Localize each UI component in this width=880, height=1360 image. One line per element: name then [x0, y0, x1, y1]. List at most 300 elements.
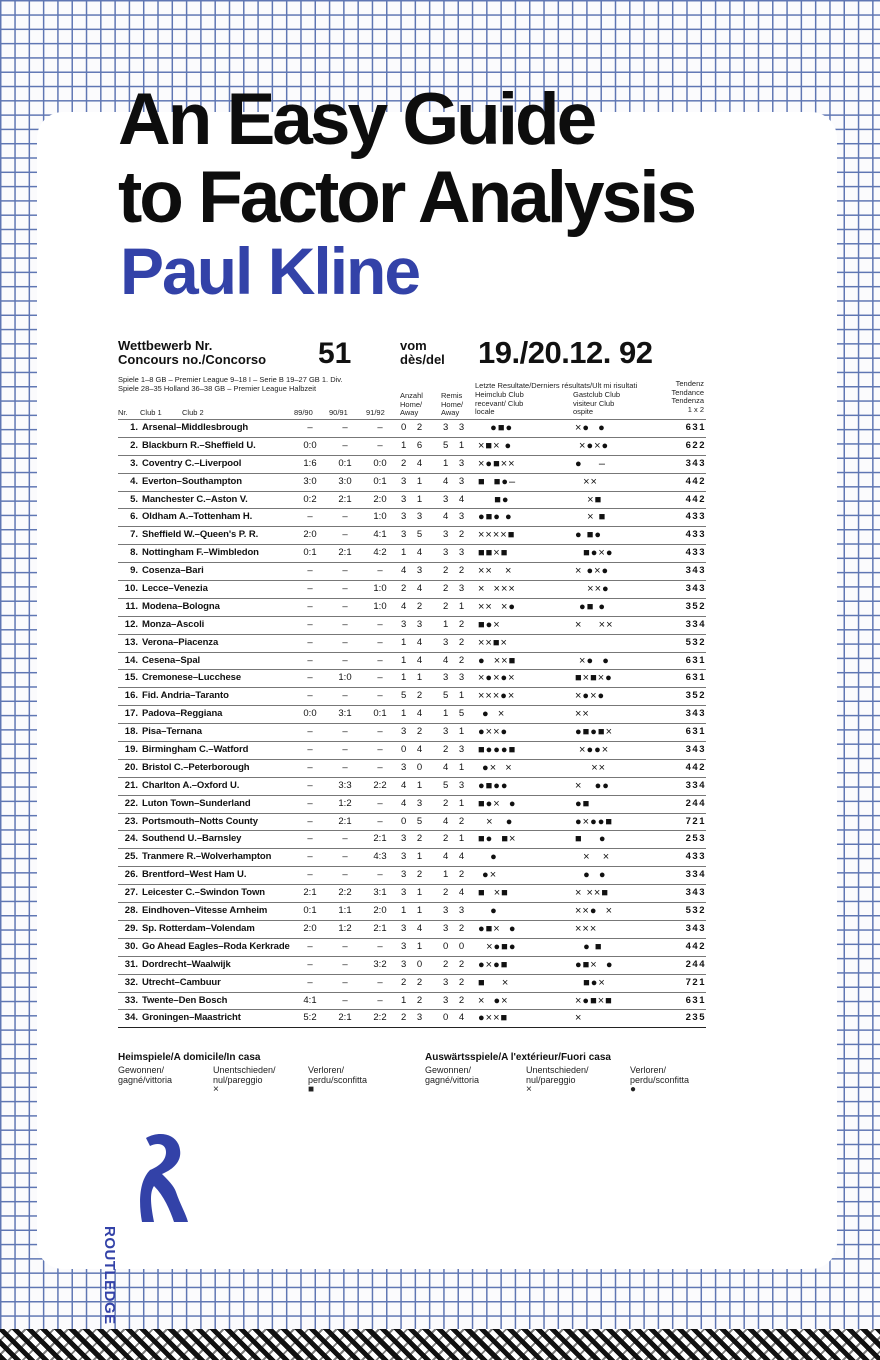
away-results: ●■× ●: [575, 958, 614, 971]
legend-away-lost-label: Verloren/ perdu/sconfitta: [630, 1065, 690, 1085]
score-89-90: –: [307, 672, 313, 684]
score-90-91: 2:1: [338, 493, 352, 505]
home-results: ××■×: [478, 636, 508, 649]
home-results: × ×××: [478, 583, 516, 596]
remis: 1 5: [443, 708, 469, 720]
match-teams: Leicester C.–Swindon Town: [142, 887, 265, 899]
home-results: ×××●×: [478, 690, 516, 703]
score-90-91: –: [342, 976, 348, 988]
tendency: 244: [685, 958, 706, 970]
match-teams: Dordrecht–Waalwijk: [142, 958, 231, 970]
remis: 3 2: [443, 636, 469, 648]
row-number: 10.: [124, 583, 138, 595]
score-89-90: 0:2: [303, 493, 317, 505]
away-results: ■●×: [575, 976, 606, 989]
remis: 4 4: [443, 851, 469, 863]
date-label-vom: vom: [400, 338, 427, 353]
tendency: 343: [685, 887, 706, 899]
score-90-91: 1:0: [338, 672, 352, 684]
match-teams: Go Ahead Eagles–Roda Kerkrade: [142, 940, 290, 952]
score-91-92: –: [377, 672, 383, 684]
col-remis: Remis Home/ Away: [441, 391, 464, 417]
remis: 3 2: [443, 529, 469, 541]
home-results: ● ××■: [478, 654, 517, 667]
legend-home-draw-symbol: ×: [213, 1084, 219, 1095]
table-row: [118, 437, 706, 455]
match-teams: Twente–Den Bosch: [142, 994, 228, 1006]
score-89-90: –: [307, 636, 313, 648]
tendency: 442: [685, 940, 706, 952]
table-row: [118, 956, 706, 974]
match-teams: Lecce–Venezia: [142, 583, 208, 595]
routledge-logo-icon: [116, 1130, 196, 1230]
home-results: ●××●: [478, 726, 509, 739]
score-91-92: 2:0: [373, 905, 387, 917]
remis: 3 2: [443, 922, 469, 934]
match-teams: Brentford–West Ham U.: [142, 869, 247, 881]
remis: 5 1: [443, 690, 469, 702]
tendency: 343: [685, 744, 706, 756]
legend-away-draw-label: Unentschieden/ nul/pareggio: [526, 1065, 589, 1085]
tendency: 334: [685, 618, 706, 630]
col-home-club: Heimclub Club recevant/ Club locale: [475, 390, 524, 416]
match-teams: Nottingham F.–Wimbledon: [142, 547, 259, 559]
row-number: 6.: [130, 511, 138, 523]
home-results: ■●×: [478, 618, 501, 631]
home-results: ●××■: [478, 1012, 509, 1025]
tendency: 235: [685, 1012, 706, 1024]
match-teams: Pisa–Ternana: [142, 726, 202, 738]
match-teams: Birmingham C.–Watford: [142, 744, 249, 756]
remis: 1 3: [443, 457, 469, 469]
remis: 2 4: [443, 887, 469, 899]
competition-label-de: Wettbewerb Nr.: [118, 338, 213, 353]
home-results: ■●× ●: [478, 797, 517, 810]
publisher-name: ROUTLEDGE: [101, 1226, 118, 1325]
anzahl: 0 5: [401, 815, 427, 827]
table-row: [118, 884, 706, 902]
remis: 2 1: [443, 797, 469, 809]
anzahl: 4 1: [401, 779, 427, 791]
legend-away-draw-symbol: ×: [526, 1084, 532, 1095]
col-season-3: 91/92: [366, 408, 385, 417]
table-row: [118, 544, 706, 562]
score-90-91: 1:2: [338, 797, 352, 809]
row-number: 3.: [130, 457, 138, 469]
remis: 0 4: [443, 1012, 469, 1024]
score-90-91: –: [342, 690, 348, 702]
legend-away-lost: [630, 1065, 708, 1095]
score-91-92: –: [377, 654, 383, 666]
away-results: ××: [575, 475, 598, 488]
home-results: ●■● ●: [478, 511, 513, 524]
score-91-92: 2:1: [373, 922, 387, 934]
anzahl: 3 1: [401, 940, 427, 952]
row-number: 22.: [124, 797, 138, 809]
remis: 3 2: [443, 976, 469, 988]
score-89-90: –: [307, 958, 313, 970]
away-results: ××●: [575, 583, 610, 596]
remis: 3 1: [443, 726, 469, 738]
legend-home-title: Heimspiele/A domicile/In casa: [118, 1052, 261, 1063]
score-89-90: –: [307, 422, 313, 433]
row-number: 13.: [124, 636, 138, 648]
match-teams: Sp. Rotterdam–Volendam: [142, 922, 255, 934]
home-results: ■●: [478, 493, 510, 506]
anzahl: 2 4: [401, 457, 427, 469]
date-label-des: dès/del: [400, 352, 445, 367]
anzahl: 3 2: [401, 726, 427, 738]
anzahl: 1 4: [401, 547, 427, 559]
table-row: [118, 920, 706, 938]
row-number: 17.: [124, 708, 138, 720]
match-teams: Verona–Piacenza: [142, 636, 219, 648]
legend-home-lost-symbol: ■: [308, 1084, 315, 1095]
table-header: [118, 380, 703, 416]
score-90-91: 3:0: [338, 475, 352, 487]
table-row: [118, 598, 706, 616]
match-teams: Blackburn R.–Sheffield U.: [142, 439, 256, 451]
anzahl: 3 5: [401, 529, 427, 541]
home-results: ×●×●×: [478, 672, 516, 685]
away-results: ××● ×: [575, 905, 614, 918]
anzahl: 1 1: [401, 905, 427, 917]
table-row: [118, 974, 706, 992]
score-90-91: –: [342, 422, 348, 433]
anzahl: 3 1: [401, 475, 427, 487]
away-results: × ××: [575, 618, 614, 631]
match-teams: Charlton A.–Oxford U.: [142, 779, 240, 791]
away-results: ■×■×●: [575, 672, 613, 685]
anzahl: 3 3: [401, 511, 427, 523]
score-91-92: –: [377, 815, 383, 827]
table-row: [118, 795, 706, 813]
match-teams: Modena–Bologna: [142, 600, 220, 612]
match-teams: Groningen–Maastricht: [142, 1012, 241, 1024]
home-results: × ●×: [478, 994, 509, 1007]
match-teams: Southend U.–Barnsley: [142, 833, 242, 845]
score-89-90: –: [307, 833, 313, 845]
score-89-90: –: [307, 797, 313, 809]
score-91-92: 4:2: [373, 547, 387, 559]
score-89-90: 2:1: [303, 887, 317, 899]
away-results: ■ ●: [575, 833, 607, 846]
away-results: ×××: [575, 922, 598, 935]
remis: 4 1: [443, 761, 469, 773]
row-number: 25.: [124, 851, 138, 863]
anzahl: 0 4: [401, 744, 427, 756]
col-guest-club: Gastclub Club visiteur Club ospite: [573, 390, 621, 416]
tendency: 442: [685, 475, 706, 487]
anzahl: 3 2: [401, 833, 427, 845]
away-results: × ×: [575, 851, 611, 864]
home-results: ■● ■×: [478, 833, 517, 846]
score-91-92: 1:0: [373, 583, 387, 595]
col-last-results: Letzte Resultate/Derniers résultats/Ult mi risultati: [475, 381, 638, 390]
table-row: [118, 687, 706, 705]
table-row: [118, 866, 706, 884]
score-91-92: –: [377, 636, 383, 648]
score-90-91: –: [342, 439, 348, 451]
row-number: 18.: [124, 726, 138, 738]
col-club1: Club 1: [140, 408, 162, 417]
score-89-90: –: [307, 940, 313, 952]
date-label: [400, 339, 445, 367]
remis: 2 2: [443, 565, 469, 577]
score-89-90: 0:0: [303, 708, 317, 720]
score-91-92: 4:3: [373, 851, 387, 863]
score-89-90: –: [307, 815, 313, 827]
away-results: ××: [575, 708, 590, 721]
row-number: 33.: [124, 994, 138, 1006]
score-90-91: –: [342, 511, 348, 523]
match-date: 19./20.12. 92: [478, 335, 653, 370]
match-table: [118, 419, 706, 1028]
score-91-92: 2:2: [373, 1012, 387, 1024]
away-results: ×●■×■: [575, 994, 613, 1007]
score-91-92: –: [377, 439, 383, 451]
tendency: 433: [685, 511, 706, 523]
remis: 4 2: [443, 654, 469, 666]
remis: 1 2: [443, 869, 469, 881]
table-row: [118, 705, 706, 723]
legend: [118, 1052, 708, 1102]
home-results: ×■× ●: [478, 439, 513, 452]
table-row: [118, 508, 706, 526]
away-results: ××: [575, 761, 607, 774]
tendency: 433: [685, 851, 706, 863]
score-90-91: –: [342, 600, 348, 612]
col-club2: Club 2: [182, 408, 204, 417]
table-row: [118, 938, 706, 956]
score-90-91: –: [342, 583, 348, 595]
home-results: ●■●●: [478, 779, 509, 792]
home-results: × ●: [478, 815, 514, 828]
remis: 2 1: [443, 600, 469, 612]
remis: 0 0: [443, 940, 469, 952]
away-results: × ■: [575, 511, 607, 524]
tendency: 253: [685, 833, 706, 845]
table-row: [118, 848, 706, 866]
remis: 3 3: [443, 905, 469, 917]
anzahl: 4 3: [401, 797, 427, 809]
away-results: ×■: [575, 493, 603, 506]
anzahl: 1 2: [401, 994, 427, 1006]
row-number: 26.: [124, 869, 138, 881]
table-row: [118, 669, 706, 687]
score-90-91: –: [342, 618, 348, 630]
away-results: ● ■●: [575, 529, 602, 542]
remis: 3 3: [443, 547, 469, 559]
row-number: 20.: [124, 761, 138, 773]
tendency: 631: [685, 726, 706, 738]
table-row: [118, 491, 706, 509]
anzahl: 1 6: [401, 439, 427, 451]
book-title-line-1: An Easy Guide: [118, 79, 595, 160]
match-teams: Tranmere R.–Wolverhampton: [142, 851, 272, 863]
score-91-92: –: [377, 869, 383, 881]
table-row: [118, 473, 706, 491]
tendency: 721: [685, 976, 706, 988]
score-89-90: –: [307, 583, 313, 595]
legend-home-won: Gewonnen/ gagné/vittoria: [118, 1065, 173, 1085]
row-number: 9.: [130, 565, 138, 577]
anzahl: 5 2: [401, 690, 427, 702]
remis: 3 4: [443, 493, 469, 505]
score-89-90: –: [307, 744, 313, 756]
away-results: ● ■: [575, 940, 603, 953]
score-89-90: –: [307, 761, 313, 773]
score-89-90: –: [307, 869, 313, 881]
table-row: [118, 759, 706, 777]
home-results: ●: [478, 905, 498, 918]
col-season-2: 90/91: [329, 408, 348, 417]
match-teams: Monza–Ascoli: [142, 618, 205, 630]
remis: 1 2: [443, 618, 469, 630]
anzahl: 4 2: [401, 600, 427, 612]
table-row: [118, 830, 706, 848]
row-number: 21.: [124, 779, 138, 791]
score-91-92: 2:1: [373, 833, 387, 845]
score-91-92: 0:1: [373, 708, 387, 720]
row-number: 31.: [124, 958, 138, 970]
tendency: 343: [685, 708, 706, 720]
home-results: ●■●: [478, 422, 514, 434]
remis: 2 3: [443, 744, 469, 756]
tendency: 721: [685, 815, 706, 827]
tendency: 352: [685, 690, 706, 702]
row-number: 19.: [124, 744, 138, 756]
score-91-92: 3:1: [373, 887, 387, 899]
anzahl: 2 3: [401, 1012, 427, 1024]
remis: 3 3: [443, 672, 469, 684]
score-91-92: –: [377, 797, 383, 809]
anzahl: 3 4: [401, 922, 427, 934]
match-teams: Arsenal–Middlesbrough: [142, 422, 249, 433]
anzahl: 3 2: [401, 869, 427, 881]
tendency: 532: [685, 636, 706, 648]
anzahl: 2 4: [401, 583, 427, 595]
row-number: 8.: [130, 547, 138, 559]
home-results: ■ ×■: [478, 887, 509, 900]
tendency: 343: [685, 565, 706, 577]
score-91-92: 2:0: [373, 493, 387, 505]
tendency: 343: [685, 457, 706, 469]
table-row: [118, 652, 706, 670]
anzahl: 2 2: [401, 976, 427, 988]
legend-home-draw: [213, 1065, 293, 1095]
competition-label: [118, 339, 266, 367]
anzahl: 3 1: [401, 887, 427, 899]
legend-away-won: Gewonnen/ gagné/vittoria: [425, 1065, 480, 1085]
legend-home-lost: [308, 1065, 388, 1095]
score-90-91: –: [342, 726, 348, 738]
row-number: 30.: [124, 940, 138, 952]
competition-label-fr: Concours no./Concorso: [118, 352, 267, 367]
row-number: 29.: [124, 922, 138, 934]
legend-away-lost-symbol: ●: [630, 1084, 637, 1095]
score-90-91: 2:1: [338, 1012, 352, 1024]
row-number: 2.: [130, 439, 138, 451]
anzahl: 1 4: [401, 654, 427, 666]
home-results: ■■×■: [478, 547, 509, 560]
book-title-line-2: to Factor Analysis: [118, 157, 695, 238]
score-91-92: –: [377, 618, 383, 630]
remis: 5 3: [443, 779, 469, 791]
match-teams: Utrecht–Cambuur: [142, 976, 221, 988]
match-teams: Luton Town–Sunderland: [142, 797, 251, 809]
score-89-90: –: [307, 726, 313, 738]
tendency: 631: [685, 654, 706, 666]
score-90-91: –: [342, 744, 348, 756]
score-90-91: –: [342, 761, 348, 773]
score-90-91: –: [342, 940, 348, 952]
row-number: 4.: [130, 475, 138, 487]
author-name: Paul Kline: [120, 234, 420, 308]
tendency: 442: [685, 493, 706, 505]
home-results: ●×: [478, 869, 498, 882]
away-results: ×: [575, 1012, 583, 1025]
anzahl: 3 0: [401, 761, 427, 773]
score-90-91: –: [342, 636, 348, 648]
table-row: [118, 634, 706, 652]
score-91-92: –: [377, 976, 383, 988]
score-91-92: –: [377, 761, 383, 773]
row-number: 15.: [124, 672, 138, 684]
match-teams: Bristol C.–Peterborough: [142, 761, 250, 773]
score-89-90: 0:0: [303, 439, 317, 451]
score-90-91: –: [342, 869, 348, 881]
away-results: ■●×●: [575, 547, 614, 560]
away-results: ● –: [575, 457, 606, 470]
score-89-90: 3:0: [303, 475, 317, 487]
remis: 4 3: [443, 511, 469, 523]
score-91-92: –: [377, 690, 383, 702]
row-number: 5.: [130, 493, 138, 505]
score-91-92: –: [377, 744, 383, 756]
tendency: 433: [685, 529, 706, 541]
info-line-2: Spiele 28–35 Holland 36–38 GB – Premier League Halbzeit: [118, 383, 317, 393]
match-teams: Everton–Southampton: [142, 475, 242, 487]
tendency: 433: [685, 547, 706, 559]
match-teams: Cosenza–Bari: [142, 565, 204, 577]
score-91-92: 2:2: [373, 779, 387, 791]
score-91-92: 0:1: [373, 475, 387, 487]
match-teams: Sheffield W.–Queen's P. R.: [142, 529, 259, 541]
match-teams: Portsmouth–Notts County: [142, 815, 258, 827]
match-teams: Cremonese–Lucchese: [142, 672, 242, 684]
col-tendency: Tendenz Tendance Tendenza 1 x 2: [671, 379, 704, 414]
tendency: 631: [685, 422, 706, 433]
score-90-91: –: [342, 654, 348, 666]
table-row: [118, 562, 706, 580]
row-number: 34.: [124, 1012, 138, 1024]
row-number: 14.: [124, 654, 138, 666]
col-nr: Nr.: [118, 408, 128, 417]
table-row: [118, 616, 706, 634]
tendency: 343: [685, 922, 706, 934]
table-row: [118, 419, 706, 437]
score-90-91: 1:1: [338, 905, 352, 917]
away-results: ●■ ●: [575, 600, 607, 613]
match-teams: Padova–Reggiana: [142, 708, 223, 720]
score-90-91: –: [342, 958, 348, 970]
table-row: [118, 992, 706, 1010]
score-89-90: –: [307, 851, 313, 863]
score-89-90: –: [307, 565, 313, 577]
home-results: ■ ■●–: [478, 475, 517, 488]
score-91-92: 1:0: [373, 600, 387, 612]
